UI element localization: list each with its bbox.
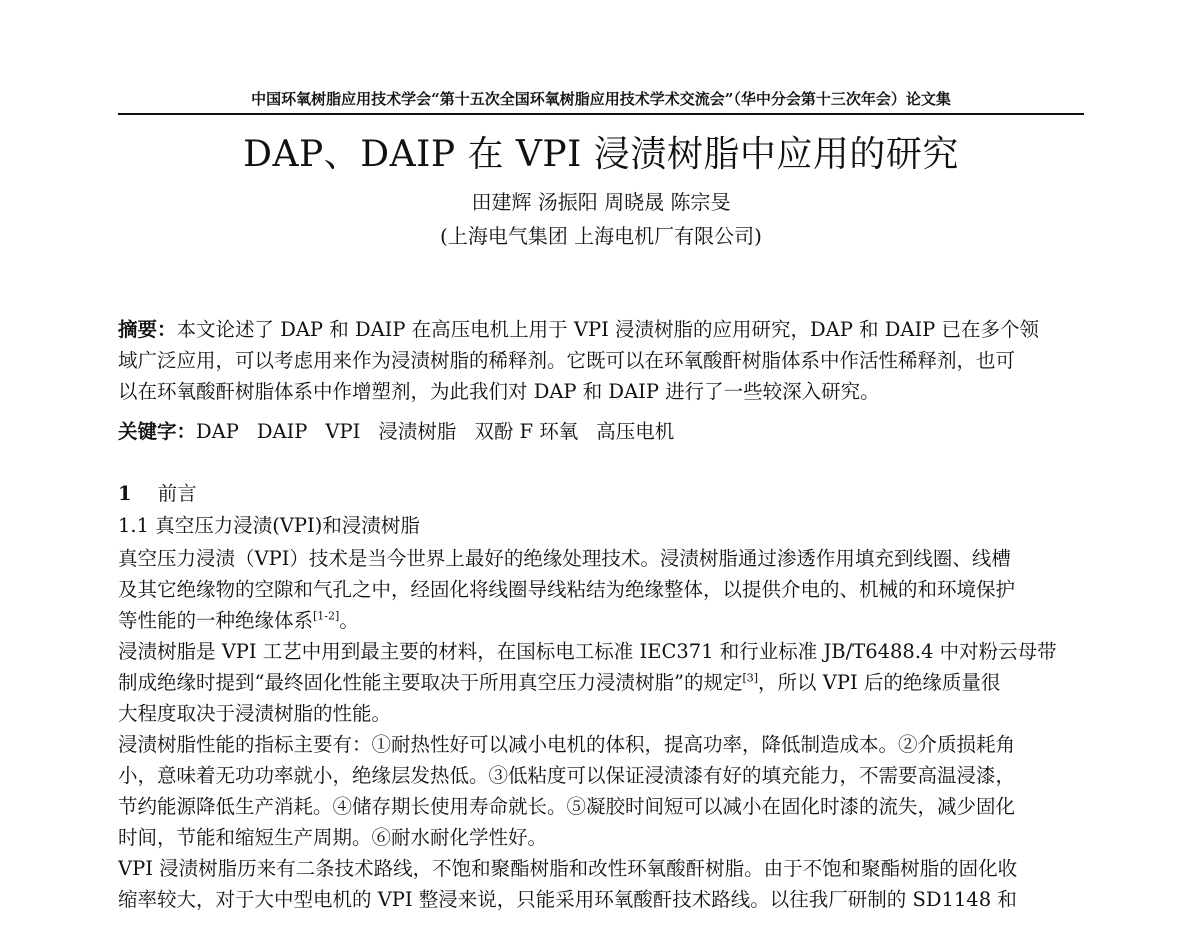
keyword: VPI (325, 420, 361, 443)
running-header: 中国环氧树脂应用技术学会“第十五次全国环氧树脂应用技术学术交流会”（华中分会第十三次年会）论文集 (251, 90, 951, 108)
paragraph-line: 制成绝缘时提到“最终固化性能主要取决于所用真空压力浸渍树脂”的规定[3]，所以 VPI 后的绝缘质量很 (118, 671, 1001, 694)
body-text (118, 543, 1084, 915)
keywords-label: 关键字： (118, 420, 197, 443)
paragraph-line: 真空压力浸渍（VPI）技术是当今世界上最好的绝缘处理技术。浸渍树脂通过渗透作用填充到线圈、线槽 (118, 547, 1011, 570)
keywords (118, 416, 1084, 447)
keyword: DAP (196, 420, 239, 443)
authors: 田建辉 汤振阳 周晓晟 陈宗旻 (471, 190, 731, 214)
header-rule (118, 113, 1084, 115)
paragraph-line: 浸渍树脂是 VPI 工艺中用到最主要的材料，在国标电工标准 IEC371 和行业标准 JB/T6488.4 中对粉云母带 (118, 640, 1057, 663)
affiliation: (上海电气集团 上海电机厂有限公司) (440, 224, 762, 248)
abstract-line (118, 314, 1084, 345)
keywords-line (118, 416, 1084, 447)
paragraph-line: 缩率较大，对于大中型电机的 VPI 整浸来说，只能采用环氧酸酐技术路线。以往我厂研制的 SD1148 和 (118, 888, 1017, 911)
keyword: 双酚 F 环氧 (474, 420, 579, 443)
abstract-label: 摘要： (118, 318, 177, 341)
citation: [3] (742, 671, 759, 685)
section-number: 1 (118, 482, 132, 505)
paragraph-line: 等性能的一种绝缘体系[1-2]。 (118, 609, 359, 632)
subsection-title: 1.1 真空压力浸渍(VPI)和浸渍树脂 (118, 514, 420, 537)
paragraph-line: 时间，节能和缩短生产周期。⑥耐水耐化学性好。 (118, 826, 548, 849)
abstract-line: 以在环氧酸酐树脂体系中作增塑剂，为此我们对 DAP 和 DAIP 进行了一些较深入研究。 (118, 380, 880, 403)
section-title: 前言 (157, 482, 197, 505)
paragraph-line: 浸渍树脂性能的指标主要有：①耐热性好可以减小电机的体积，提高功率，降低制造成本。②介质损耗角 (118, 733, 1016, 756)
citation: [1-2] (313, 609, 340, 623)
paragraph-line: 大程度取决于浸渍树脂的性能。 (118, 702, 392, 725)
section-heading (118, 478, 1084, 509)
paper-title: DAP、DAIP 在 VPI 浸渍树脂中应用的研究 (243, 134, 959, 175)
paragraph-line: 节约能源降低生产消耗。④储存期长使用寿命就长。⑤凝胶时间短可以减小在固化时漆的流失，减少固化 (118, 795, 1016, 818)
keyword: 浸渍树脂 (378, 420, 457, 443)
paragraph-line: 小，意味着无功功率就小，绝缘层发热低。③低粘度可以保证浸渍漆有好的填充能力，不需要高温浸漆， (118, 764, 1016, 787)
keyword: 高压电机 (596, 420, 675, 443)
paragraph-line: VPI 浸渍树脂历来有二条技术路线，不饱和聚酯树脂和改性环氧酸酐树脂。由于不饱和聚酯树脂的固化收 (118, 857, 1018, 880)
subsection-heading (118, 510, 1084, 541)
paragraph-line: 及其它绝缘物的空隙和气孔之中，经固化将线圈导线粘结为绝缘整体，以提供介电的、机械的和环境保护 (118, 578, 1016, 601)
keyword: DAIP (256, 420, 308, 443)
abstract-line: 域广泛应用，可以考虑用来作为浸渍树脂的稀释剂。它既可以在环氧酸酐树脂体系中作活性稀释剂，也可 (118, 349, 1016, 372)
abstract-text: 本文论述了 DAP 和 DAIP 在高压电机上用于 VPI 浸渍树脂的应用研究，DAP 和 DAIP 已在多个领 (176, 318, 1039, 341)
abstract (118, 314, 1084, 407)
